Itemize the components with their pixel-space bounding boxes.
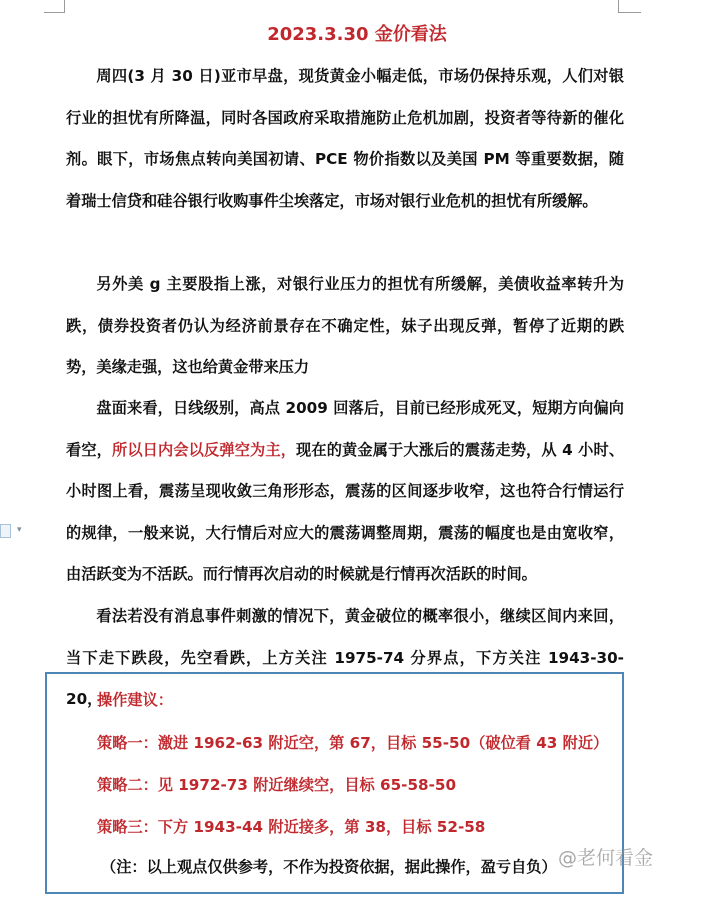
paragraph-market-overview: 周四(3 月 30 日)亚市早盘，现货黄金小幅走低，市场仍保持乐观，人们对银行业的担忧有所降温，同时各国政府采取措施防止危机加剧，投资者等待新的催化剂。眼下，市场焦点转向美国初请、PCE 物价指数以及美国 PM 等重要数据，随着瑞士信贷和硅谷银行收购事件尘埃落定，市场对银行业危机的担忧有所缓解。 [66,67,624,210]
technical-analysis-text-continued: 现在的黄金属于大涨后的震荡走势，从 4 小时、小时图上看，震荡呈现收敛三角形形态，震荡的区间逐步收窄，这也符合行情运行的规律，一般来说，大行情后对应大的震荡调整周期，震荡的幅度也是由宽收窄，由活跃变为不活跃。而行情再次启动的时候就是行情再次活跃的时间。 [66,440,625,583]
disclaimer-note: （注：以上观点仅供参考，不作为投资依据，据此操作，盈亏自负） [101,858,557,876]
trading-advice-box [45,672,624,894]
paste-options-icon[interactable] [0,522,28,540]
document-icon [0,524,11,538]
paragraph-technical-analysis [66,388,624,596]
document-title: 2023.3.30 金价看法 [267,24,447,45]
author-watermark [558,843,653,870]
advice-heading: 操作建议： [97,691,173,709]
page-corner-mark-right [618,0,641,13]
watermark-text: @老何看金 [558,847,654,869]
page-corner-mark-left [44,0,65,13]
dropdown-arrow-icon: ▾ [17,525,22,535]
paragraph-outlook: 看法若没有消息事件刺激的情况下，黄金破位的概率很小，继续区间内来回，当下走下跌段，先空看跌，上方关注 1975-74 分界点，下方关注 1943-30-20， [66,607,624,708]
strategy-three: 策略三：下方 1943-44 附近接多，第 38，目标 52-58 [97,818,486,836]
strategy-two: 策略二：见 1972-73 附近继续空，目标 65-58-50 [97,776,457,794]
technical-analysis-text: 盘面来看，日线级别，高点 2009 回落后，目前已经形成死叉，短期方向偏向看空， [66,399,624,459]
strategy-one: 策略一：激进 1962-63 附近空，第 67，目标 55-50（破位看 43 附近） [97,734,609,752]
paragraph-stock-and-bonds: 另外美 g 主要股指上涨，对银行业压力的担忧有所缓解，美债收益率转升为跌，债券投资者仍认为经济前景存在不确定性，妹子出现反弹，暂停了近期的跌势，美缘走强，这也给黄金带来压力 [66,275,624,376]
intraday-bias-highlight: 所以日内会以反弹空为主， [112,440,297,459]
